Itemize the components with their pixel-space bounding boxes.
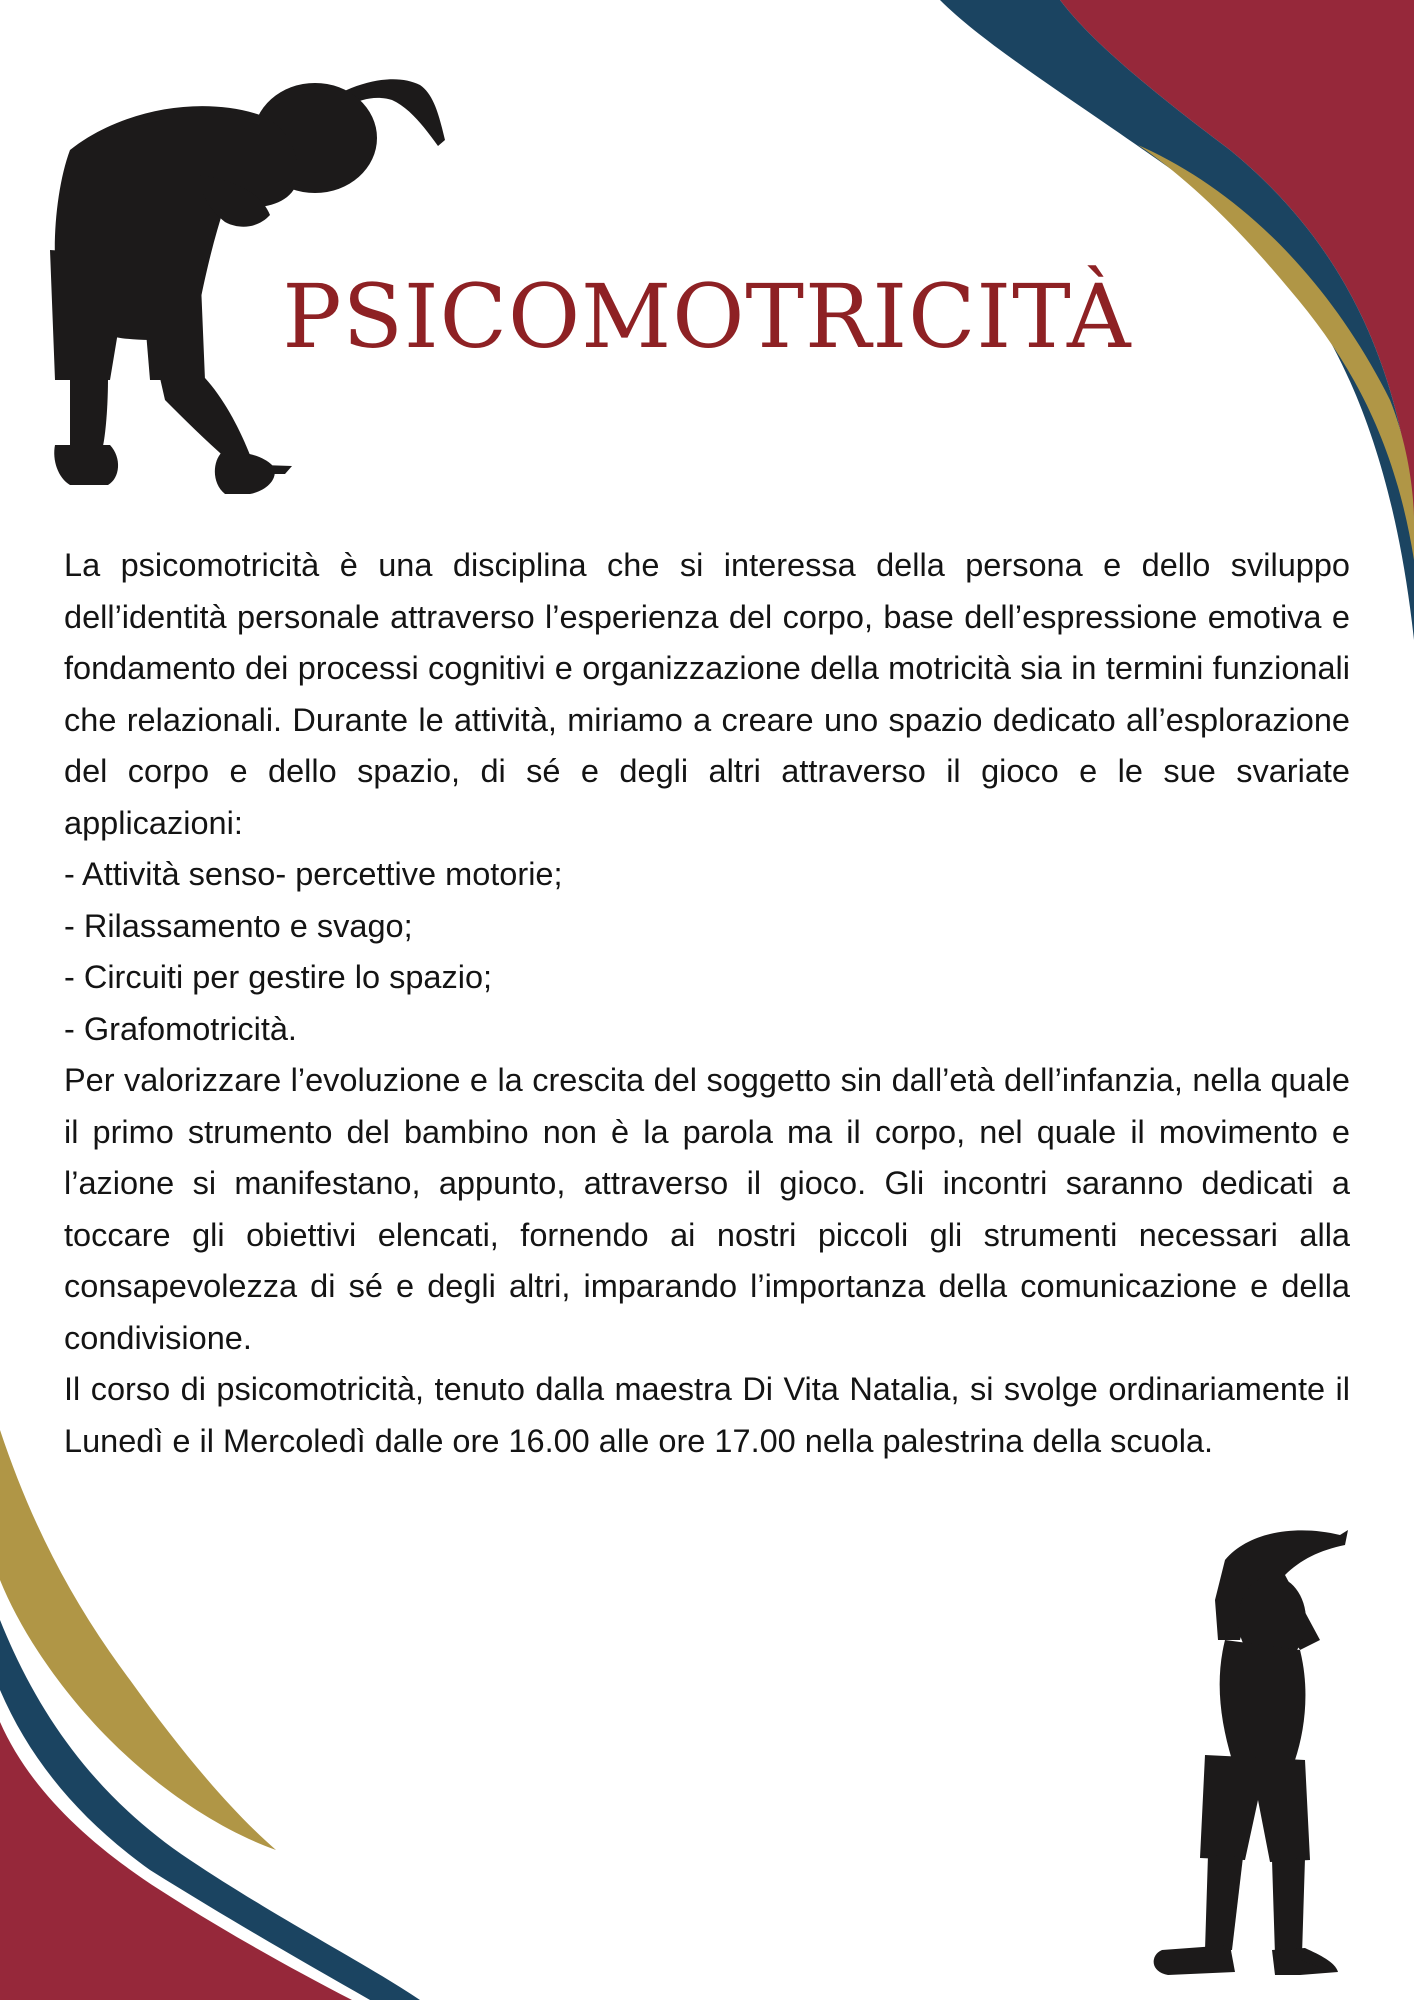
page-title	[0, 265, 1414, 368]
activities-list	[64, 849, 1350, 1055]
document-body	[64, 540, 1350, 1467]
bottom-left-waves	[0, 1430, 420, 2000]
page-title-text: PSICOMOTRICITÀ	[282, 265, 1132, 368]
child-arms-raised-silhouette-icon	[1154, 1530, 1348, 1975]
schedule-paragraph: Il corso di psicomotricità, tenuto dalla maestra Di Vita Natalia, si svolge ordinariamente il Lunedì e il Mercoledì dalle ore 16.00 alle ore 17.00 nella palestrina della scuola.	[64, 1371, 1350, 1459]
list-item: - Rilassamento e svago;	[64, 907, 413, 944]
list-item: - Grafomotricità.	[64, 1010, 297, 1047]
goals-paragraph: Per valorizzare l’evoluzione e la crescita del soggetto sin dall’età dell’infanzia, nella quale il primo strumento del bambino non è la parola ma il corpo, nel quale il movimento e l’azione si manifestano, appunto, attraverso il gioco. Gli incontri saranno dedicati a toccare gli obiettivi elencati, fornendo ai nostri piccoli gli strumenti necessari alla consapevolezza di sé e degli altri, imparando l’importanza della comunicazione e della condivisione.	[64, 1062, 1350, 1356]
list-item: - Circuiti per gestire lo spazio;	[64, 959, 493, 995]
intro-paragraph: La psicomotricità è una disciplina che si interessa della persona e dello sviluppo dell’identità personale attraverso l’esperienza del corpo, base dell’espressione emotiva e fondamento dei processi cognitivi e organizzazione della motricità sia in termini funzionali che relazionali. Durante le attività, miriamo a creare uno spazio dedicato all’esplorazione del corpo e dello spazio, di sé e degli altri attraverso il gioco e le sue svariate applicazioni:	[64, 547, 1350, 841]
list-item: - Attività senso- percettive motorie;	[64, 856, 563, 892]
